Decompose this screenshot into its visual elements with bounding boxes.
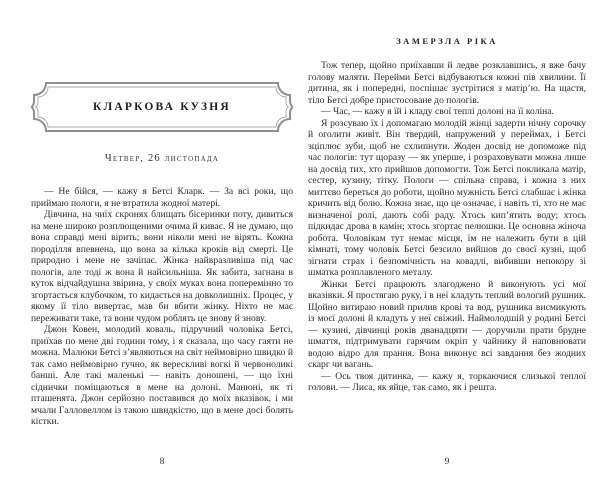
page-right-body: [308, 60, 586, 394]
paragraph: Я розсуваю їх і допомагаю молодій жінці задерти нічну сорочку й оголити живіт. Він твердий, напружений у переймах, і Бетсі зціплює зуби, щоб не схлипнути. Жоден досвід не допоможе під час пологів: тут щоразу — як уперше, і розраховувати можна лише на досвід тих, хто прийшов допомогти. Тож Бетсі покликала матір, сестер, кузину, тітку. Пологи — спільна справа, і кожна з них миттєво береться до роботи, щойно мужність Бетсі слабшає і жінка кричить від болю. Кожна знає, що це означає, і навіть ті, хто не має визначеної ролі, дають собі раду. Хтось кип’ятить воду; хтось підкидає дрова в камін; хтось згортає пелюшки. Це основна жіноча робота. Чоловікам тут немає місця, їм не належить бути в цій кімнаті, тому чоловік Бетсі безсило вийшов до своєї кузні, щоб зігнати страх і безпомічність на ковадлі, вибивши непокору зі шматка розплавленого металу.: [308, 117, 586, 278]
paragraph: — Ось твоя дитинка, — кажу я, торкаючися слизької теплої голови. — Лиса, як яйце, так само, як і решта.: [308, 370, 586, 393]
paragraph: Жінки Бетсі працюють злагоджено й виконують усі мої вказівки. Я простягаю руку, і в неї кладуть теплий вологий рушник. Щойно витираю новий прилив крові та вод, рушника висмикують із моєї долоні й кладуть у неї свіжий. Наймолодшій у родині Бетсі — кузині, дівчинці років дванадцяти — доручили прати брудне шмаття, підтримувати гарячим окріп у чайнику й наповнювати водою відро для прання. Вона виконує всі завдання без жодних скарг чи вагань.: [308, 278, 586, 370]
paragraph: Тож тепер, щойно приїхавши й ледве розклавшись, я вже бачу голову маляти. Перейми Бетсі відбуваються кожні пів хвилини. Її дитина, як і попередні, поспішає зустрітися з матір’ю. На щастя, тіло Бетсі добре пристосоване до пологів.: [308, 60, 586, 106]
running-header: ЗАМЕРЗЛА РІКА: [396, 36, 498, 46]
page-left-body: [31, 186, 293, 428]
page-right: [308, 0, 586, 498]
chapter-title: КЛАРКОВА КУЗНЯ: [93, 101, 231, 113]
page-number-left: 8: [159, 457, 165, 467]
page-left: [31, 0, 293, 498]
page-number-right: 9: [444, 457, 450, 467]
chapter-date: Четвер, 26 листопада: [104, 153, 220, 164]
paragraph: Джон Ковен, молодий коваль, підручний чоловіка Бетсі, приїхав по мене дві години тому, і я сказала, що часу гаяти не можна. Малюки Бетсі з’являються на світ неймовірно швидко й так само неймовірно гучно, як верескливі вогкі й червоноликі банші. Але такі маленькі — навіть доношені, — що їхні сіднички поміщаються в мене на долоні. Манюні, як ті пташенята. Джон серйозно поставився до моїх вказівок, і ми мчали Галловеллом із такою швидкістю, що в мене досі болять кістки.: [31, 324, 293, 427]
paragraph: Дівчина, на чиїх скронях блищать бісеринки поту, дивиться на мене широко розплющеними очима й киває. Я не думаю, що вона справді мені вірить; вони ніколи мені не вірять. Кожна породілля впевнена, що вона за кілька кроків від смерті. Це природно і мене не зачіпає. Жінка найвразливіша під час пологів, але тоді ж вона й найсильніша. Як забита, загнана в куток відчайдушна звірина, у своїх муках вона поперемінно то згортається клубочком, то кидається на довколишніх. Процес, у якому її тіло вивертає, мав би вбити жінку. Ніхто не має переживати таке, та вони чудом роблять це знову й знову.: [31, 209, 293, 324]
paragraph: — Час, — кажу я їй і кладу свої теплі долоні на її коліна.: [321, 106, 554, 117]
paragraph: — Не бійся, — кажу я Бетсі Кларк. — За всі роки, що приймаю пологи, я не втратила жодної матері.: [31, 186, 293, 209]
